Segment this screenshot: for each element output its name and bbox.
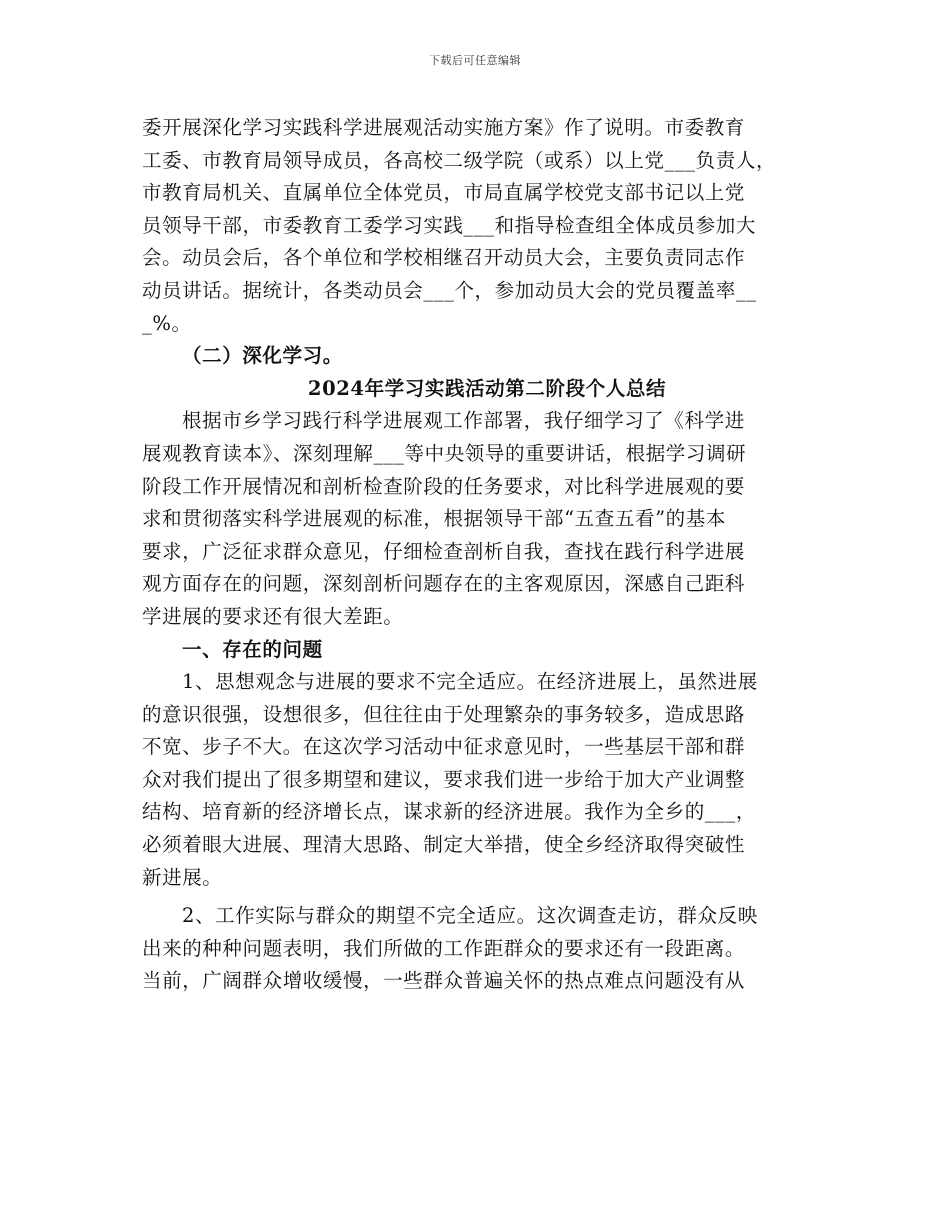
text-line: 委开展深化学习实践科学进展观活动实施方案》作了说明。市委教育 xyxy=(142,116,746,139)
text-line: 学进展的要求还有很大差距。 xyxy=(142,604,404,628)
text-line: 当前，广阔群众增收缓慢，一些群众普遍关怀的热点难点问题没有从 xyxy=(142,969,746,993)
section-heading: 一、存在的问题 xyxy=(182,637,323,661)
text-line: 结构、培育新的经济增长点，谋求新的经济进展。我作为全乡的___， xyxy=(142,800,756,824)
text-line: 动员讲话。据统计，各类动员会___个，参加动员大会的党员覆盖率__ xyxy=(142,278,757,302)
paragraph-start: 2、工作实际与群众的期望不完全适应。这次调查走访，群众反映 xyxy=(182,904,758,928)
text-line: 市教育局机关、直属单位全体党员，市局直属学校党支部书记以上党 xyxy=(142,181,746,205)
document-body xyxy=(142,112,812,998)
text-line: 的意识很强，设想很多，但往往由于处理繁杂的事务较多，造成思路 xyxy=(142,702,746,726)
text-line: 员领导干部，市委教育工委学习实践___和指导检查组全体成员参加大 xyxy=(142,213,756,237)
text-line: 新进展。 xyxy=(142,865,223,889)
text-line: 出来的种种问题表明，我们所做的工作距群众的要求还有一段距离。 xyxy=(142,936,746,960)
text-line: 必须着眼大进展、理清大思路、制定大举措，使全乡经济取得突破性 xyxy=(142,833,746,857)
text-line: 要求，广泛征求群众意见，仔细检查剖析自我，查找在践行科学进展 xyxy=(142,539,746,563)
paragraph-start: 根据市乡学习践行科学进展观工作部署，我仔细学习了《科学进 xyxy=(182,409,745,433)
page-header: 下载后可任意编辑 xyxy=(429,54,521,67)
text-line: 阶段工作开展情况和剖析检查阶段的任务要求，对比科学进展观的要 xyxy=(142,474,746,498)
document-title: 2024年学习实践活动第二阶段个人总结 xyxy=(307,376,667,400)
text-line: 观方面存在的问题，深刻剖析问题存在的主客观原因，深感自己距科 xyxy=(142,572,746,596)
paragraph-start: 1、思想观念与进展的要求不完全适应。在经济进展上，虽然进展 xyxy=(182,670,758,694)
section-heading: （二）深化学习。 xyxy=(182,344,343,368)
text-line: 求和贯彻落实科学进展观的标准，根据领导干部“五查五看”的基本 xyxy=(142,507,726,531)
text-line: 不宽、步子不大。在这次学习活动中征求意见时，一些基层干部和群 xyxy=(142,735,746,759)
text-line: 众对我们提出了很多期望和建议，要求我们进一步给于加大产业调整 xyxy=(142,767,746,791)
text-line: 展观教育读本》、深刻理解___等中央领导的重要讲话，根据学习调研 xyxy=(142,441,747,465)
text-line: 工委、市教育局领导成员，各高校二级学院（或系）以上党___负责人， xyxy=(142,148,777,172)
text-line: 会。动员会后，各个单位和学校相继召开动员大会，主要负责同志作 xyxy=(142,246,746,270)
text-line: _%。 xyxy=(142,311,192,335)
